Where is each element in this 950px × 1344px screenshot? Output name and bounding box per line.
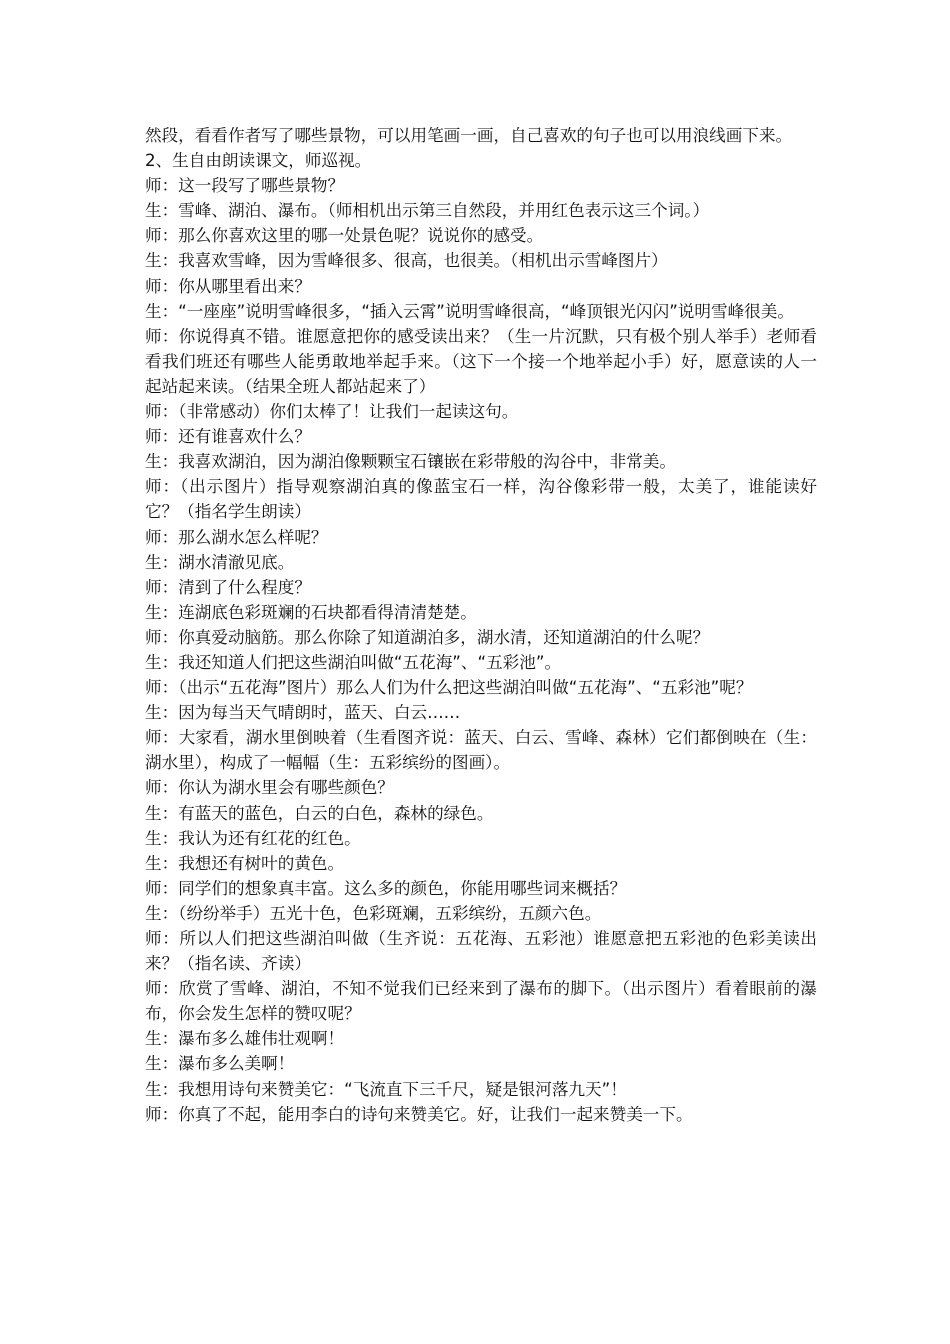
paragraph: 生：瀑布多么雄伟壮观啊！ xyxy=(145,1029,345,1049)
paragraph: 师：你从哪里看出来？ xyxy=(145,276,311,296)
paragraph: 师：（非常感动）你们太棒了！让我们一起读这句。 xyxy=(145,402,519,422)
paragraph: 生：（纷纷举手）五光十色，色彩斑斓，五彩缤纷，五颜六色。 xyxy=(145,903,602,923)
paragraph: 生：我还知道人们把这些湖泊叫做“五花海”、“五彩池”。 xyxy=(145,652,562,672)
paragraph: 师：那么湖水怎么样呢？ xyxy=(145,527,328,547)
paragraph: 师：那么你喜欢这里的哪一处景色呢？说说你的感受。 xyxy=(145,226,544,246)
paragraph: 师：还有谁喜欢什么？ xyxy=(145,427,311,447)
paragraph: 2、生自由朗读课文，师巡视。 xyxy=(145,151,372,171)
paragraph: 师：同学们的想象真丰富。这么多的颜色，你能用哪些词来概括？ xyxy=(145,878,627,898)
paragraph: 生：我想用诗句来赞美它：“飞流直下三千尺，疑是银河落九天”！ xyxy=(145,1079,627,1099)
paragraph: 师：你说得真不错。谁愿意把你的感受读出来？（生一片沉默，只有极个别人举手）老师看看我们班还有哪些人能勇敢地举起手来。（这下一个接一个地举起小手）好，愿意读的人一起站起来读。（结果全班人都站起来了） xyxy=(145,326,817,396)
paragraph: 生：连湖底色彩斑斓的石块都看得清清楚楚。 xyxy=(145,602,477,622)
paragraph: 师：（出示图片）指导观察湖泊真的像蓝宝石一样，沟谷像彩带一般，太美了，谁能读好它？（指名学生朗读） xyxy=(145,477,817,522)
paragraph: 师：清到了什么程度？ xyxy=(145,577,311,597)
paragraph: 生：湖水清澈见底。 xyxy=(145,552,295,572)
paragraph: 师：你认为湖水里会有哪些颜色？ xyxy=(145,778,394,798)
paragraph: 生：因为每当天气晴朗时，蓝天、白云…… xyxy=(145,703,461,723)
paragraph: 生：我认为还有红花的红色。 xyxy=(145,828,361,848)
paragraph: 师：你真了不起，能用李白的诗句来赞美它。好，让我们一起来赞美一下。 xyxy=(145,1104,693,1124)
paragraph: 生：有蓝天的蓝色，白云的白色，森林的绿色。 xyxy=(145,803,494,823)
paragraph: 师：你真爱动脑筋。那么你除了知道湖泊多，湖水清，还知道湖泊的什么呢？ xyxy=(145,627,710,647)
paragraph: 然段，看看作者写了哪些景物，可以用笔画一画，自己喜欢的句子也可以用浪线画下来。 xyxy=(145,126,793,145)
paragraph: 生：瀑布多么美啊！ xyxy=(145,1054,295,1074)
paragraph: 生：我喜欢雪峰，因为雪峰很多、很高，也很美。（相机出示雪峰图片） xyxy=(145,251,668,271)
paragraph: 师：大家看，湖水里倒映着（生看图齐说：蓝天、白云、雪峰、森林）它们都倒映在（生：湖水里），构成了一幅幅（生：五彩缤纷的图画）。 xyxy=(145,728,817,773)
paragraph: 生：我喜欢湖泊，因为湖泊像颗颗宝石镶嵌在彩带般的沟谷中，非常美。 xyxy=(145,452,676,472)
paragraph: 生：我想还有树叶的黄色。 xyxy=(145,853,345,873)
paragraph: 生：“一座座”说明雪峰很多，“插入云霄”说明雪峰很高，“峰顶银光闪闪”说明雪峰很美。 xyxy=(145,301,794,321)
paragraph: 生：雪峰、湖泊、瀑布。（师相机出示第三自然段，并用红色表示这三个词。） xyxy=(145,201,710,221)
paragraph: 师：欣赏了雪峰、湖泊，不知不觉我们已经来到了瀑布的脚下。（出示图片）看着眼前的瀑布，你会发生怎样的赞叹呢？ xyxy=(145,979,817,1024)
paragraph: 师：（出示“五花海”图片）那么人们为什么把这些湖泊叫做“五花海”、“五彩池”呢？ xyxy=(145,678,753,698)
paragraph: 师：所以人们把这些湖泊叫做（生齐说：五花海、五彩池）谁愿意把五彩池的色彩美读出来？（指名读、齐读） xyxy=(145,929,817,974)
document-body xyxy=(145,123,817,1127)
paragraph: 师：这一段写了哪些景物？ xyxy=(145,176,345,196)
